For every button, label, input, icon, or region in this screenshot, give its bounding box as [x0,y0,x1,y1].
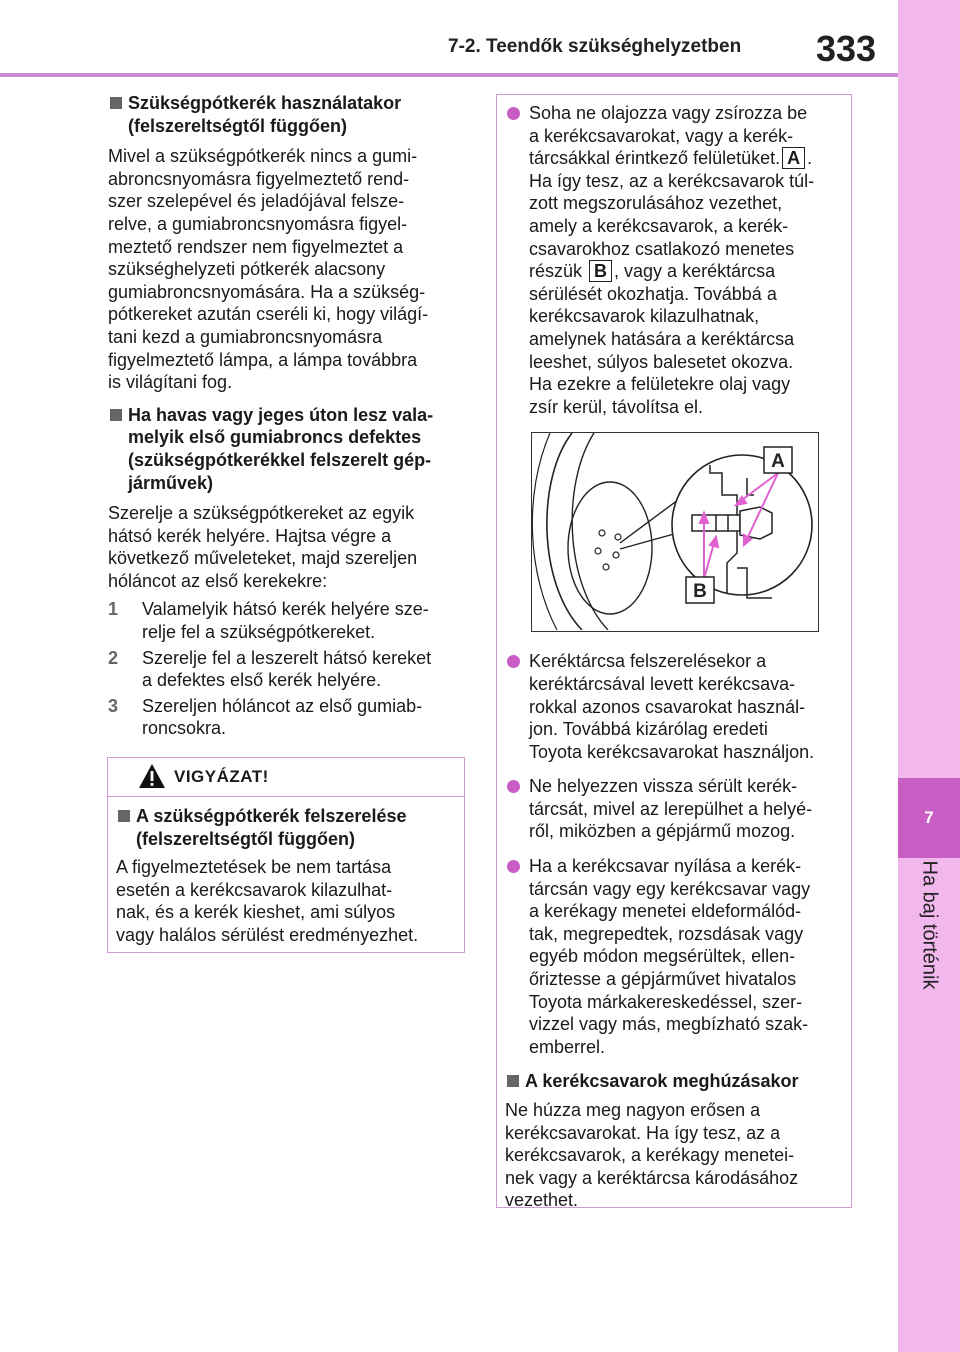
paragraph-tpms: Mivel a szükségpótkerék nincs a gumi- abroncsnyomásra figyelmeztető rend- szer szelepével és jeladójával felsze- relve, a gumiabroncsnyomásra figyel- meztető rendszer nem figyelmeztet a szükséghelyzeti pótkerék alacsony gumiabroncsnyomására. Ha a szükség- pótkereket azután cseréli ki, hogy világí- tani kezd a gumiabroncsnyomásra figyelmeztető lámpa, a lámpa továbbra is világítani fog. [108,146,429,393]
bullet-damaged-wheel: Ne helyezzen vissza sérült kerék- tárcsát, mivel az lerepülhet a helyé- ről, miközben a gépjármű mozog. [505,775,841,843]
figure-label-a: A [771,451,785,473]
caution-body [108,797,464,947]
bullet-same-nuts: Keréktárcsa felszerelésekor a keréktárcsával levett kerékcsava- rokkal azonos csavarokat használ- jon. Továbbá kizárólag eredeti Toyota kerékcsavarokat használjon. [505,650,841,763]
bullet-inspection: Ha a kerékcsavar nyílása a kerék- tárcsán vagy egy kerékcsavar vagy a kerékagy menetei eldeformálód- tak, megrepedtek, rozsdásak vagy egyéb módon megsérültek, ellen- őriztesse a gépjárművet hivatalos Toyota márkakereskedéssel, szer- vizzel vagy más, megbízható szak- emberrel. [505,855,841,1058]
left-column [108,92,468,743]
caution-text: A figyelmeztetések be nem tartása esetén a kerékcsavarok kilazulhat- nak, és a kerék kieshet, ami súlyos vagy halálos sérülést eredményezhet. [116,857,419,945]
wheel-nut-diagram [532,433,817,630]
figure-label-b: B [693,581,707,603]
right-column-box [496,94,852,1211]
heading-snow-ice-road: Ha havas vagy jeges úton lesz vala- melyik első gumiabroncs defektes (szükségpótkerékkel felszerelt gép- járművek) [108,404,468,494]
step-number: 3 [108,695,119,716]
caution-box [107,757,465,953]
heading-spare-tire-use: Szükségpótkerék használatakor (felszereltségtől függően) [108,92,468,137]
step-1: 1 Valamelyik hátsó kerék helyére sze- relje fel a szükségpótkereket. [108,599,429,643]
caution-title: VIGYÁZAT! [174,767,269,786]
step-3: 3 Szereljen hóláncot az első gumiab- roncsokra. [108,695,423,739]
paragraph-tightening: Ne húzza meg nagyon erősen a kerékcsavarokat. Ha így tesz, az a kerékcsavarok, a kerékagy menetei- nek vagy a keréktárcsa károdásához vezethet. [505,1100,799,1211]
heading-tightening: A kerékcsavarok meghúzásakor [505,1070,841,1093]
chapter-label[interactable]: Ha baj történik [918,860,941,990]
wheel-nut-illustration [531,432,819,632]
label-b-box: B [589,260,612,282]
caution-header [108,758,464,797]
label-a-box: A [782,147,805,169]
lug-nuts [595,530,621,570]
bullet-no-oil: Soha ne olajozza vagy zsírozza be a kerékcsavarokat, vagy a kerék- tárcsákkal érintkező felületüket. A . Ha így tesz, az a kerékcsavarok túl- zott megszorulásához vezethet, amely a kerékcsavarok, a kerék- csavarokhoz csatlakozó menetes részük B , vagy a keréktárcsa sérülését okozhatja. Továbbá a kerékcsavarok kilazulhatnak, amelynek hatására a keréktárcsa leeshet, súlyos balesetet okozva. Ha ezekre a felületekre olaj vagy zsír kerül, távolítsa el. [505,102,841,418]
chapter-side-tab [898,0,960,1352]
step-number: 2 [108,647,119,668]
chapter-number[interactable]: 7 [898,778,960,858]
step-number: 1 [108,599,119,620]
paragraph-instructions: Szerelje a szükségpótkereket az egyik hátsó kerék helyére. Hajtsa végre a következő műveleteket, majd szereljen hóláncot az első kerekekre: [108,503,418,591]
page-number: 333 [816,28,877,69]
section-title: 7-2. Teendők szükséghelyzetben [448,36,742,57]
step-2: 2 Szerelje fel a leszerelt hátsó kereket a defektes első kerék helyére. [108,647,432,691]
caution-heading: A szükségpótkerék felszerelése (felszereltségtől függően) [116,805,454,850]
warning-triangle-icon [138,763,166,789]
header-rule [0,73,898,77]
